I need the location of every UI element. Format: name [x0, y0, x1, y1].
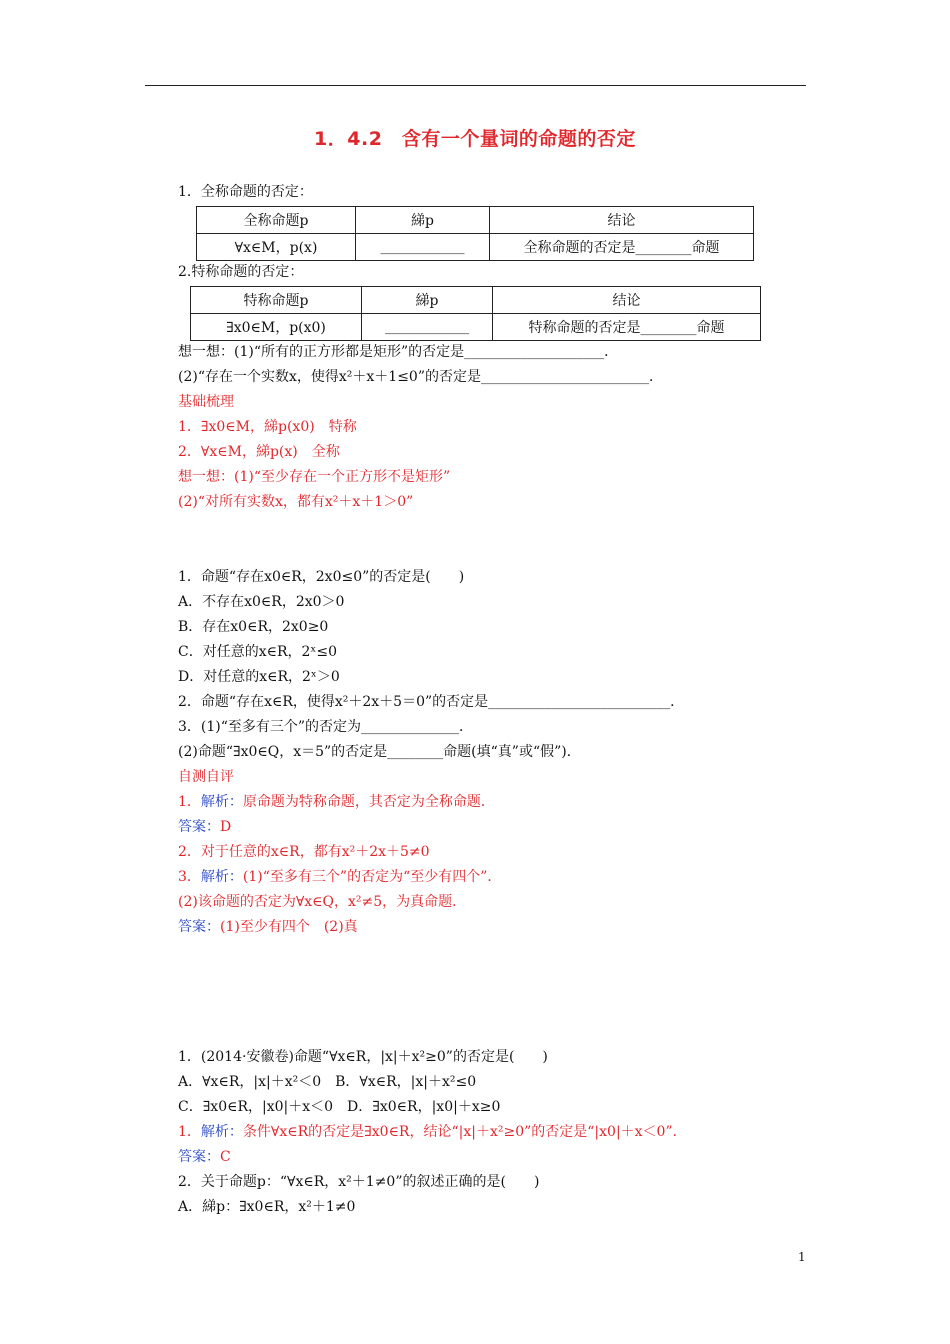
text-line: (2)“存在一个实数x，使得x²＋x＋1≤0”的否定是________________________．: [178, 369, 663, 385]
table2-cell-conclusion: 特称命题的否定是________命题: [493, 314, 761, 341]
table1-heading: 1．全称命题的否定：: [178, 184, 313, 200]
table1-header-conclusion: 结论: [490, 207, 754, 234]
table2-header-conclusion: 结论: [493, 287, 761, 314]
text-line: 3．解析：(1)“至多有三个”的否定为“至少有四个”．: [178, 869, 502, 885]
text-line: (2)“对所有实数x，都有x²＋x＋1＞0”: [178, 494, 414, 510]
label-prefix: 解析：: [200, 1124, 243, 1140]
text-line: 答案：D: [178, 819, 232, 835]
label-prefix: 解析：: [200, 794, 243, 810]
text-line: 1．(2014·安徽卷)命题“∀x∈R，|x|＋x²≥0”的否定是( ): [178, 1049, 548, 1065]
table2-header-negation: 綈p: [362, 287, 493, 314]
label-prefix: 答案：: [178, 1149, 220, 1165]
table1-cell-negation: ____________: [356, 234, 490, 261]
text-line: (2)该命题的否定为∀x∈Q，x²≠5，为真命题．: [178, 894, 467, 910]
label-prefix: 答案：: [178, 819, 220, 835]
table1-header-negation: 綈p: [356, 207, 490, 234]
existential-negation-table: [190, 286, 761, 341]
table2-heading: 2.特称命题的否定：: [178, 264, 304, 280]
table2-cell-proposition: ∃x0∈M，p(x0): [191, 314, 362, 341]
text-line: 答案：(1)至少有四个 (2)真: [178, 919, 358, 935]
text-line: C．对任意的x∈R，2ˣ≤0: [178, 644, 337, 660]
text-line: 基础梳理: [178, 394, 234, 410]
universal-negation-table: [196, 206, 754, 261]
label-prefix: 解析：: [200, 869, 243, 885]
text-line: 1．命题“存在x0∈R，2x0≤0”的否定是( ): [178, 569, 465, 585]
text-line: A．∀x∈R，|x|＋x²＜0 B．∀x∈R，|x|＋x²≤0: [178, 1074, 477, 1090]
page-title: 1．4.2 含有一个量词的命题的否定: [314, 128, 636, 150]
table1-cell-conclusion: 全称命题的否定是________命题: [490, 234, 754, 261]
text-line: 2．关于命题p：“∀x∈R，x²＋1≠0”的叙述正确的是( ): [178, 1174, 540, 1190]
table1-cell-proposition: ∀x∈M，p(x): [197, 234, 356, 261]
text-line: 2．∀x∈M，綈p(x) 全称: [178, 444, 340, 460]
text-line: 自测自评: [178, 769, 234, 785]
text-line: 想一想：(1)“所有的正方形都是矩形”的否定是____________________．: [178, 344, 619, 360]
text-line: 想一想：(1)“至少存在一个正方形不是矩形”: [178, 469, 451, 485]
text-line: 1．解析：条件∀x∈R的否定是∃x0∈R，结论“|x|＋x²≥0”的否定是“|x0|＋x＜0”．: [178, 1124, 687, 1140]
label-prefix: 答案：: [178, 919, 220, 935]
text-line: C．∃x0∈R，|x0|＋x＜0 D．∃x0∈R，|x0|＋x≥0: [178, 1099, 501, 1115]
text-line: (2)命题“∃x0∈Q，x＝5”的否定是________命题(填“真”或“假”)．: [178, 744, 581, 760]
table1-header-proposition: 全称命题p: [197, 207, 356, 234]
text-line: 3．(1)“至多有三个”的否定为______________．: [178, 719, 474, 735]
header-rule: [145, 85, 806, 86]
text-line: 1．解析：原命题为特称命题，其否定为全称命题．: [178, 794, 495, 810]
table2-header-proposition: 特称命题p: [191, 287, 362, 314]
text-line: 2．命题“存在x∈R，使得x²＋2x＋5＝0”的否定是__________________________．: [178, 694, 685, 710]
text-line: B．存在x0∈R，2x0≥0: [178, 619, 329, 635]
table2-cell-negation: ____________: [362, 314, 493, 341]
page-number: 1: [798, 1250, 806, 1264]
text-line: D．对任意的x∈R，2ˣ＞0: [178, 669, 340, 685]
text-line: A．不存在x0∈R，2x0＞0: [178, 594, 345, 610]
text-line: 1．∃x0∈M，綈p(x0) 特称: [178, 419, 357, 435]
text-line: 答案：C: [178, 1149, 231, 1165]
text-line: A．綈p：∃x0∈R，x²＋1≠0: [178, 1199, 356, 1215]
text-line: 2．对于任意的x∈R，都有x²＋2x＋5≠0: [178, 844, 430, 860]
